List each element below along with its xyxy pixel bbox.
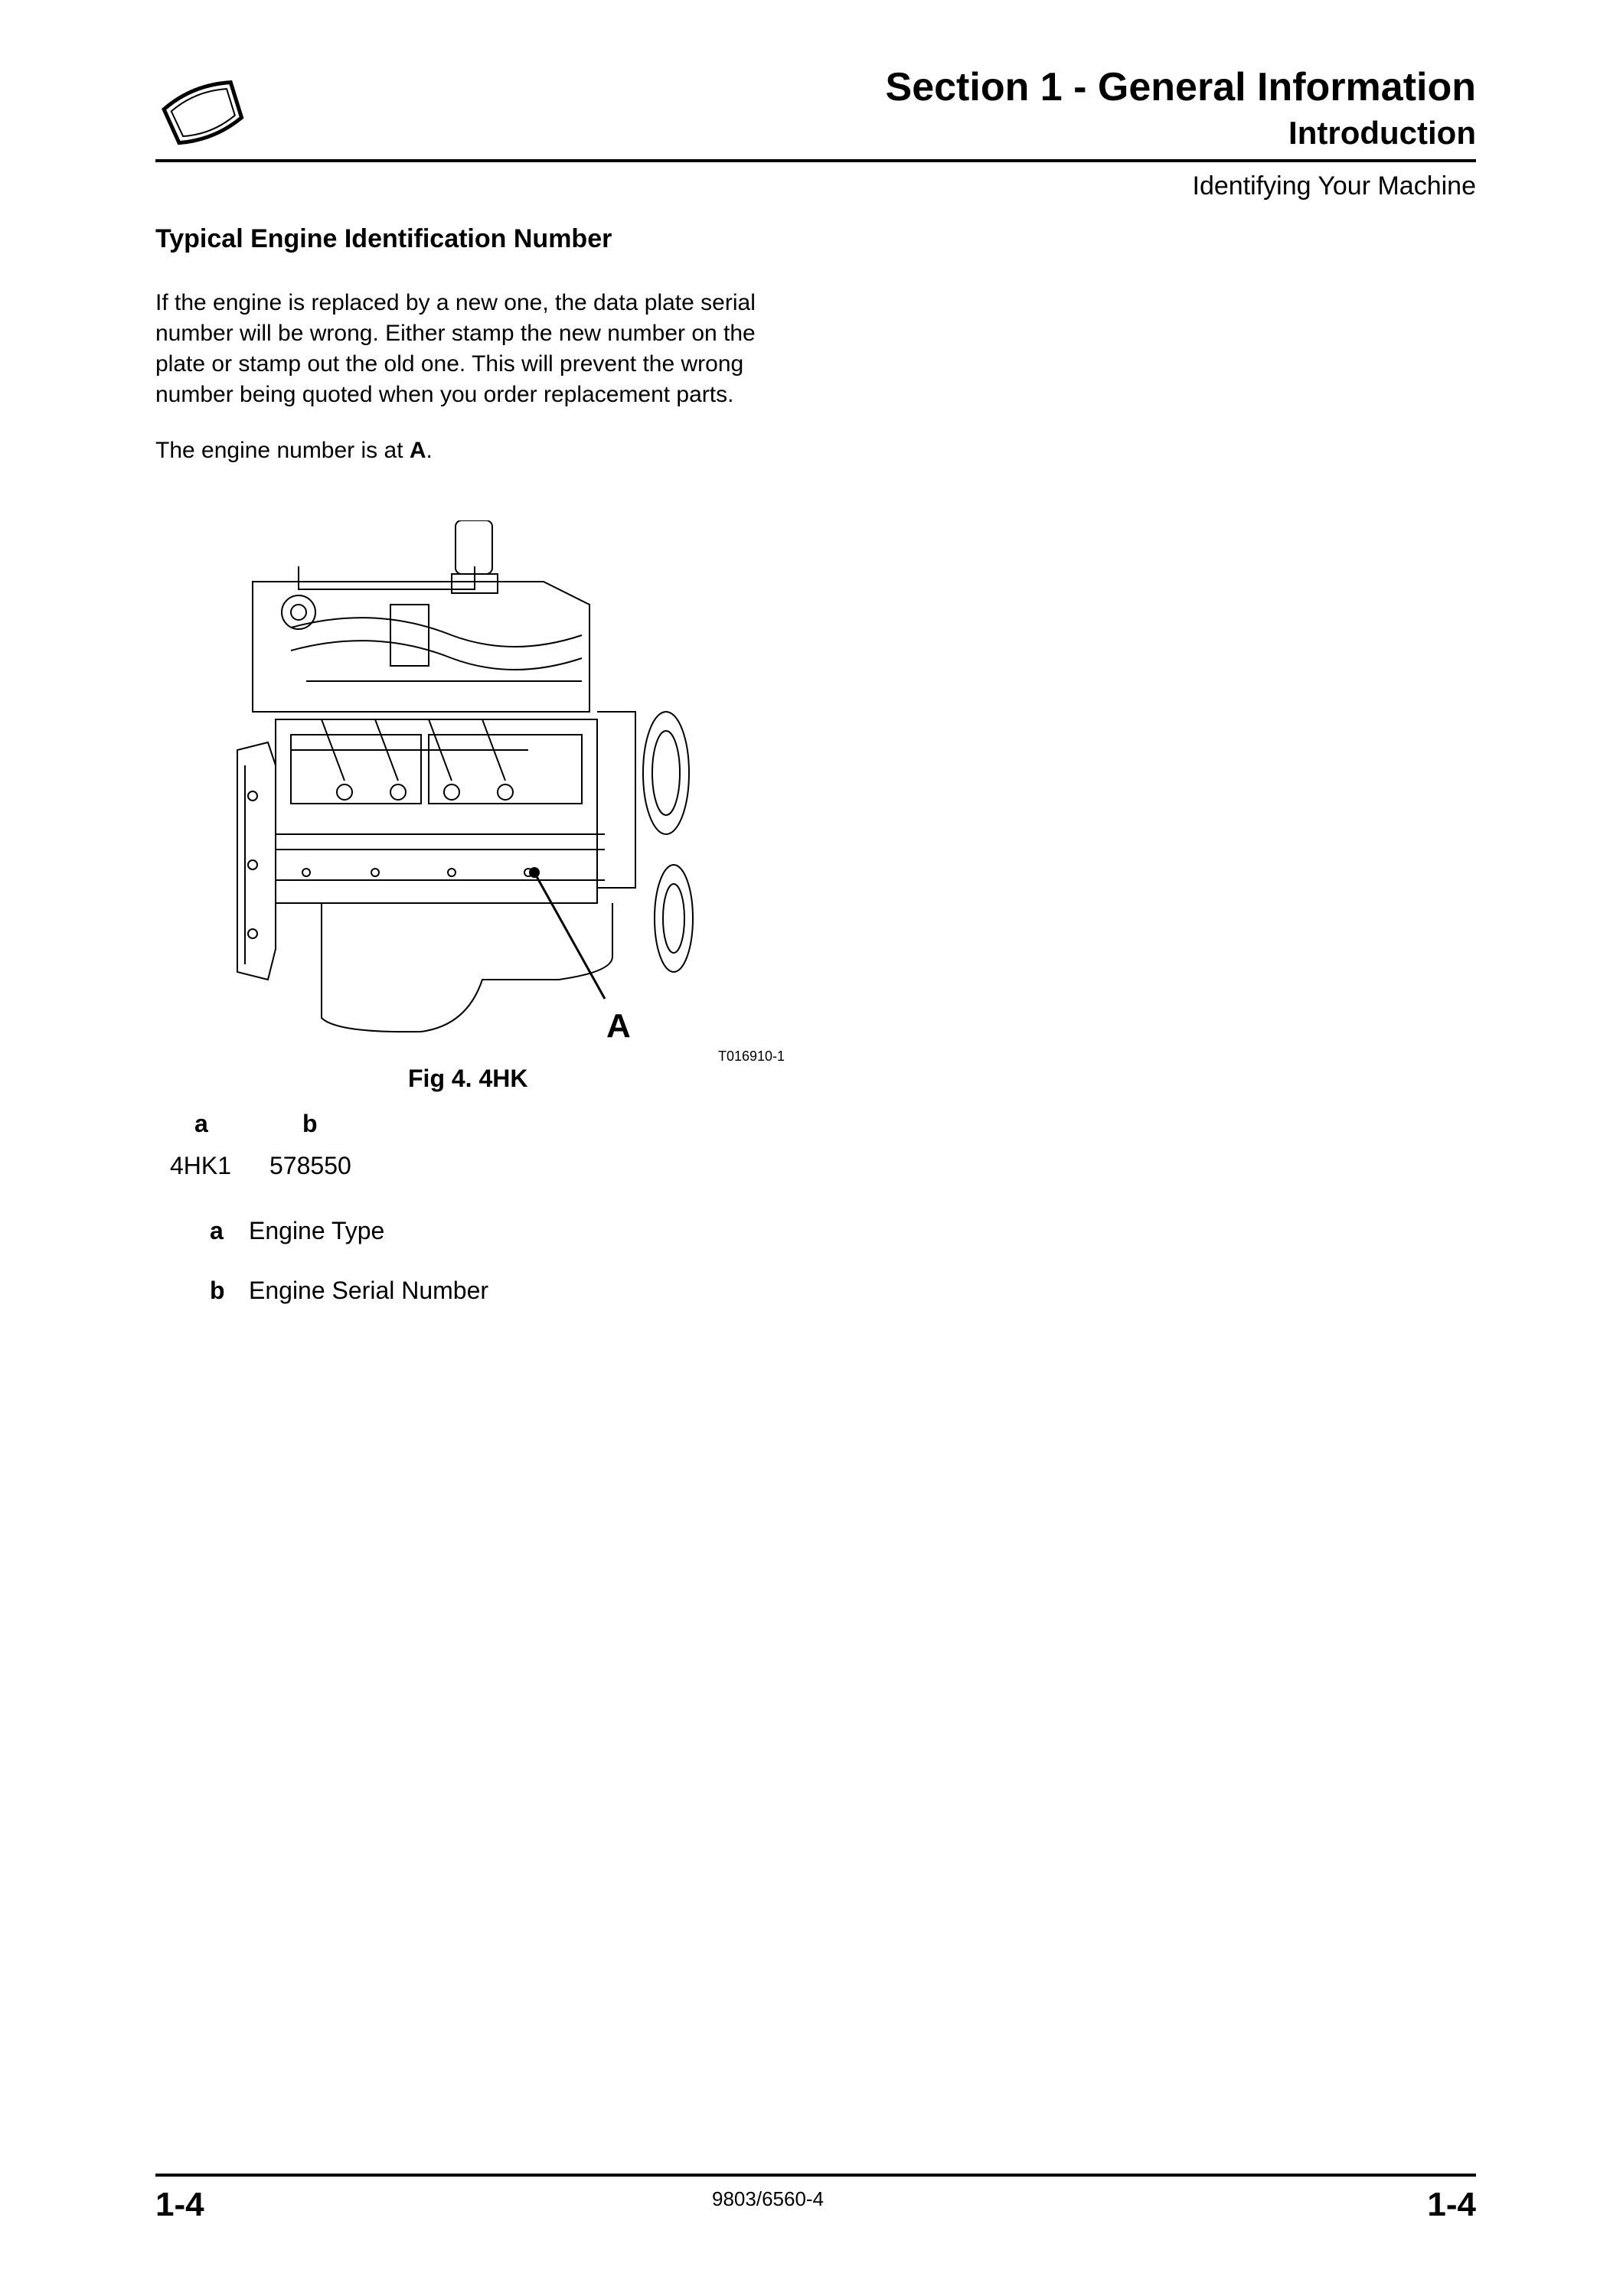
legend-text-a: Engine Type: [249, 1217, 385, 1244]
legend-text-b: Engine Serial Number: [249, 1277, 489, 1304]
topic-title: Identifying Your Machine: [1192, 171, 1476, 201]
figure-caption: Fig 4. 4HK: [408, 1065, 528, 1092]
footer-divider: [155, 2174, 1476, 2177]
jcb-logo: [157, 69, 249, 155]
document-number: 9803/6560-4: [712, 2187, 825, 2210]
table-header-b: b: [302, 1110, 318, 1137]
header-divider: [155, 159, 1476, 162]
section-heading: Typical Engine Identification Number: [155, 224, 612, 253]
legend-key-b: b: [210, 1277, 225, 1304]
engine-location-suffix: .: [426, 438, 433, 463]
engine-location-ref: A: [409, 438, 426, 463]
subsection-title: Introduction: [1288, 115, 1476, 151]
intro-paragraph: If the engine is replaced by a new one, the data plate serial number will be wrong. Either stamp the new number on the plate or stamp out the old one. This will prevent the wrong number being quoted when you order replacement parts.: [155, 290, 756, 407]
engine-illustration: [222, 520, 804, 1041]
table-header-a: a: [194, 1110, 208, 1137]
figure-code: T016910-1: [718, 1049, 785, 1064]
section-title: Section 1 - General Information: [885, 65, 1476, 109]
engine-serial-value: 578550: [269, 1152, 351, 1179]
page-number-left: 1-4: [155, 2186, 204, 2223]
legend-key-a: a: [210, 1217, 224, 1244]
page-number-right: 1-4: [1427, 2186, 1476, 2223]
callout-a-label: A: [606, 1007, 631, 1041]
engine-location-prefix: The engine number is at: [155, 438, 410, 463]
engine-type-value: 4HK1: [170, 1152, 232, 1179]
engine-location-paragraph: [155, 438, 433, 464]
